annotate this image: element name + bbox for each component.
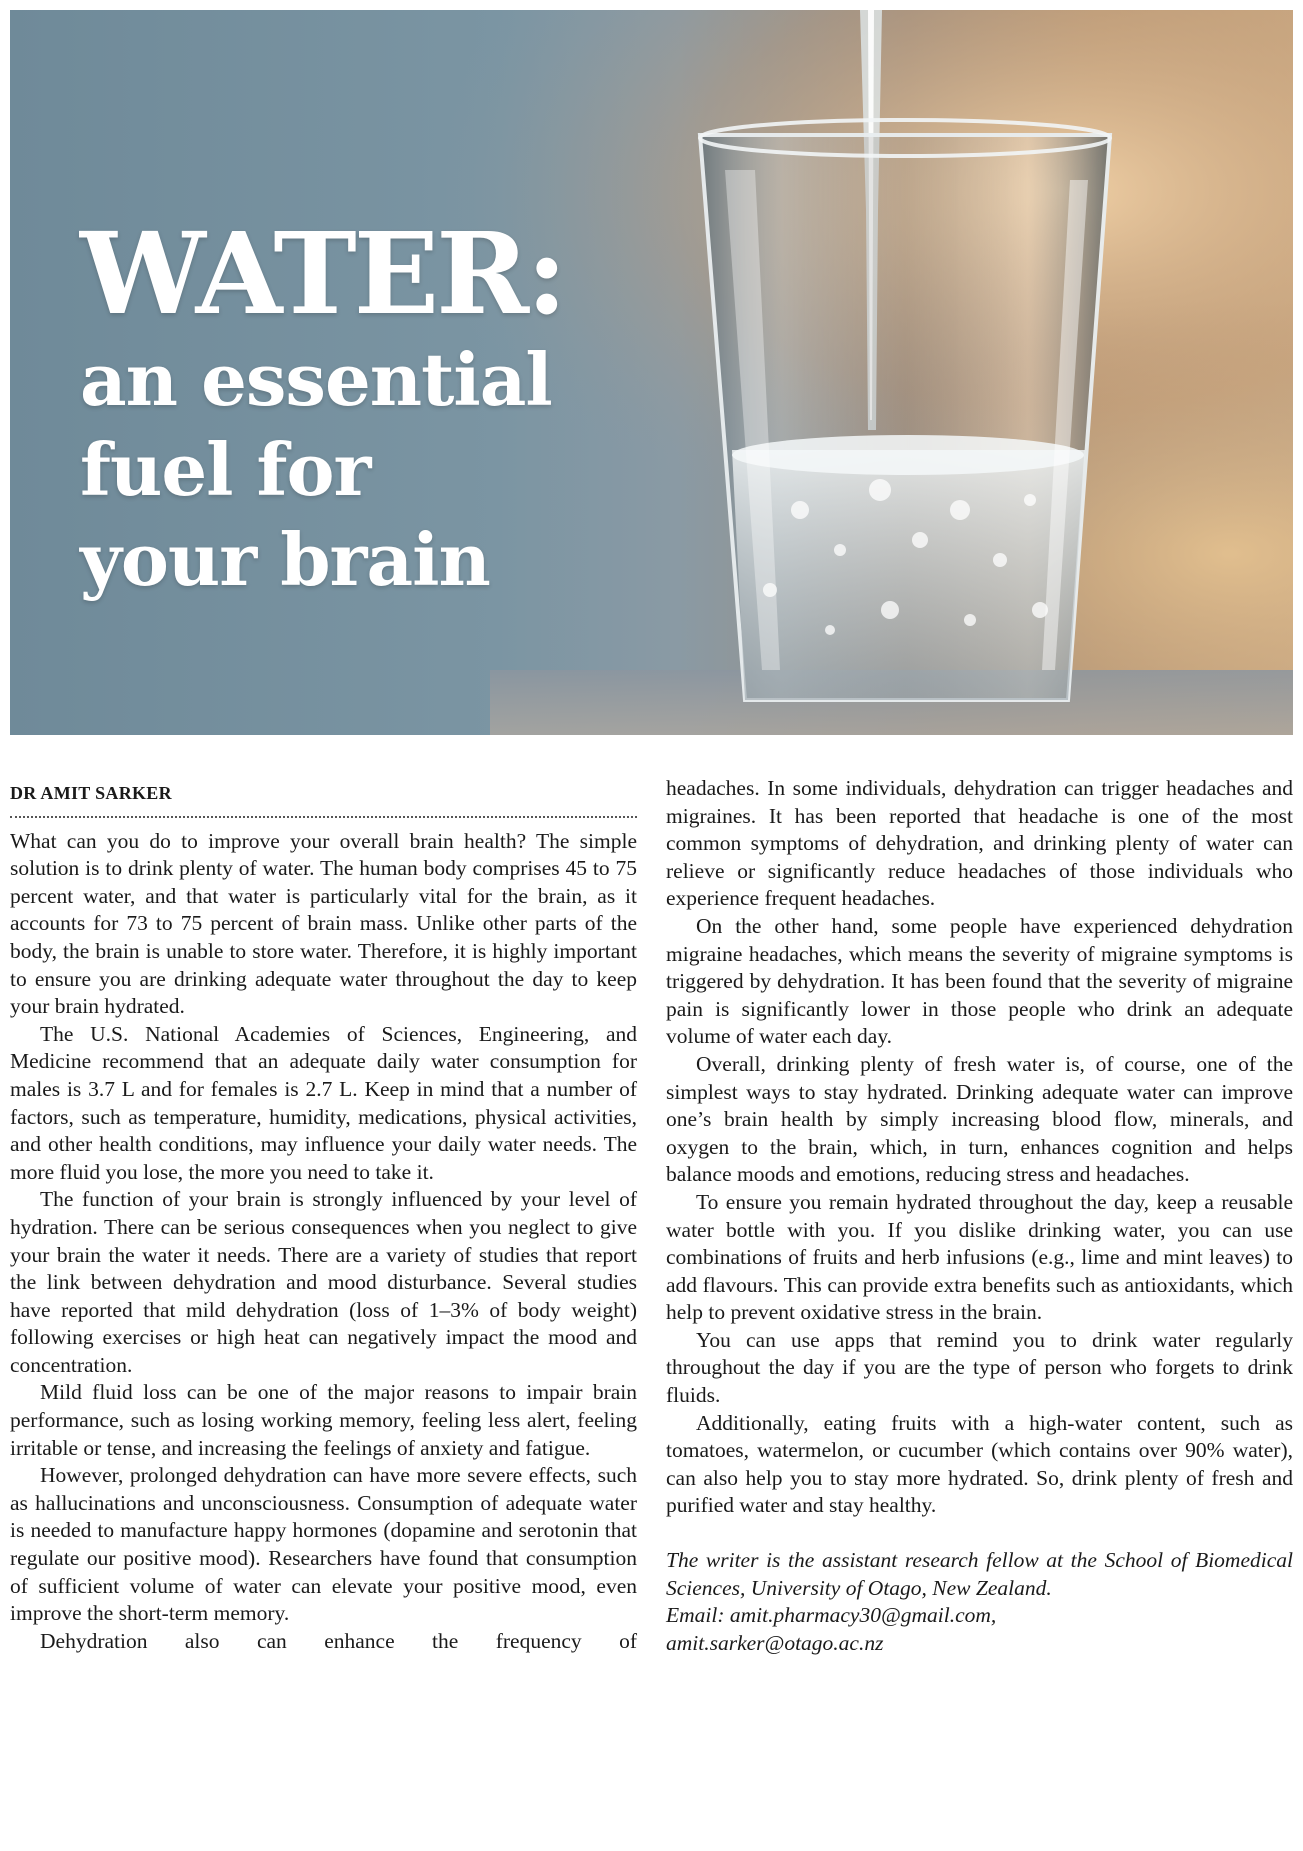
paragraph: On the other hand, some people have experienced dehydration migraine headaches, which means the severity of migraine symptoms is triggered by dehydration. It has been found that the severity of migraine pain is significantly lower in those people who drink an adequate volume of water each day. bbox=[666, 913, 1293, 1049]
byline: DR AMIT SARKER bbox=[10, 780, 637, 818]
author-bio: The writer is the assistant research fellow at the School of Biomedical Sciences, University of Otago, New Zealand. bbox=[666, 1548, 1293, 1600]
paragraph: To ensure you remain hydrated throughout the day, keep a reusable water bottle with you. If you dislike drinking water, you can use combinations of fruits and herb infusions (e.g., lime and mint leaves) to add flavours. This can provide extra benefits such as antioxidants, which help to prevent oxidative stress in the brain. bbox=[666, 1189, 1293, 1325]
paragraph: Dehydration also can enhance the frequency of bbox=[40, 1628, 637, 1653]
author-email-secondary: amit.sarker@otago.ac.nz bbox=[666, 1630, 884, 1655]
headline-line-1: WATER: bbox=[80, 209, 565, 340]
paragraph: Additionally, eating fruits with a high-water content, such as tomatoes, watermelon, or cucumber (which contains over 90% water), can also help you to stay more hydrated. So, drink plenty of fresh and purified water and stay healthy. bbox=[666, 1410, 1293, 1518]
headline-line-4: your brain bbox=[80, 517, 490, 602]
paragraph: The function of your brain is strongly influenced by your level of hydration. There can be serious consequences when you neglect to give your brain the water it needs. There are a variety of studies that report the link between dehydration and mood disturbance. Several studies have reported that mild dehydration (loss of 1–3% of body weight) following exercises or high heat can negatively impact the mood and concentration. bbox=[10, 1187, 637, 1377]
author-note bbox=[666, 1547, 1293, 1657]
right-column bbox=[666, 775, 1293, 1657]
headline-line-3: fuel for bbox=[80, 427, 371, 512]
paragraph: What can you do to improve your overall brain health? The simple solution is to drink plenty of water. The human body comprises 45 to 75 percent water, and that water is particularly vital for the brain, as it accounts for 73 to 75 percent of brain mass. Unlike other parts of the body, the brain is unable to store water. Therefore, it is highly important to ensure you are drinking adequate water throughout the day to keep your brain hydrated. bbox=[10, 828, 637, 1019]
paragraph: headaches. In some individuals, dehydration can trigger headaches and migraines. It has been reported that headache is one of the most common symptoms of dehydration, and drinking plenty of water can relieve or significantly reduce headaches of those individuals who experience frequent headaches. bbox=[666, 776, 1293, 911]
article-body bbox=[10, 776, 1293, 1840]
headline-line-2: an essential bbox=[80, 337, 552, 422]
paragraph: However, prolonged dehydration can have more severe effects, such as hallucinations and unconsciousness. Consumption of adequate water is needed to manufacture happy hormones (dopamine and serotonin that regulate our positive mood). Researchers have found that consumption of sufficient volume of water can elevate your positive mood, even improve the short-term memory. bbox=[10, 1463, 637, 1626]
paragraph: The U.S. National Academies of Sciences, Engineering, and Medicine recommend that an adequate daily water consumption for males is 3.7 L and for females is 2.7 L. Keep in mind that a number of factors, such as temperature, humidity, medications, physical activities, and other health conditions, may influence your daily water needs. The more fluid you lose, the more you need to take it. bbox=[10, 1021, 637, 1184]
paragraph: You can use apps that remind you to drink water regularly throughout the day if you are the type of person who forgets to drink fluids. bbox=[666, 1327, 1293, 1408]
author-email: Email: amit.pharmacy30@gmail.com, bbox=[666, 1603, 997, 1628]
headline bbox=[80, 209, 565, 605]
paragraph: Overall, drinking plenty of fresh water is, of course, one of the simplest ways to stay hydrated. Drinking adequate water can improve one’s brain health by simply increasing blood flow, minerals, and oxygen to the brain, which, in turn, enhances cognition and helps balance moods and emotions, reducing stress and headaches. bbox=[666, 1051, 1293, 1187]
left-column bbox=[10, 780, 637, 1655]
hero-banner bbox=[10, 10, 1293, 735]
paragraph: Mild fluid loss can be one of the major reasons to impair brain performance, such as losing working memory, feeling less alert, feeling irritable or tense, and increasing the feelings of anxiety and fatigue. bbox=[10, 1380, 637, 1460]
